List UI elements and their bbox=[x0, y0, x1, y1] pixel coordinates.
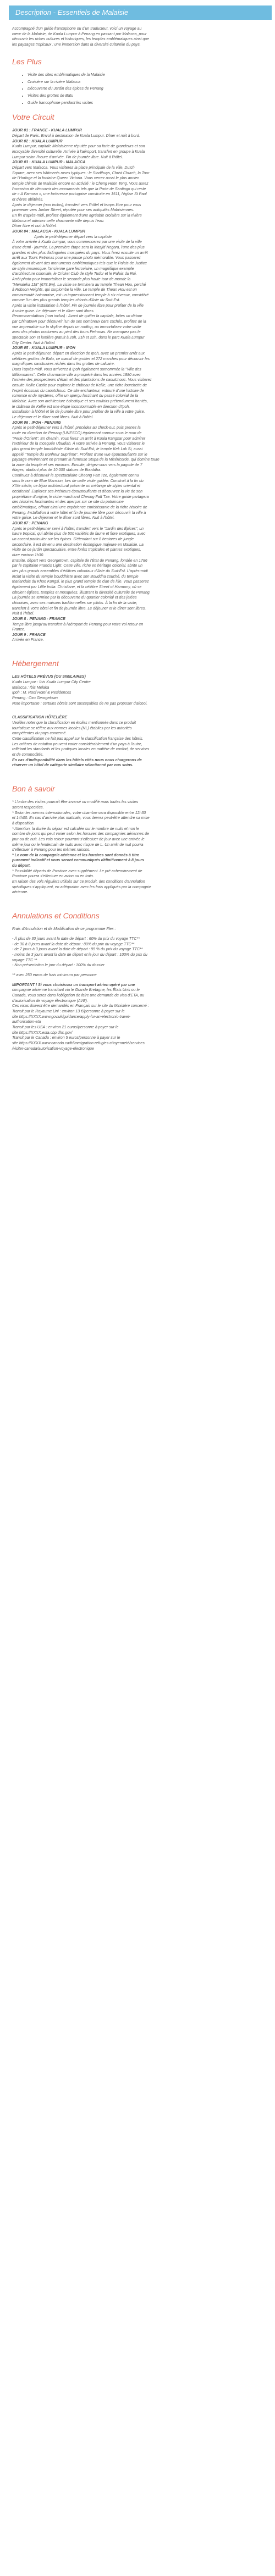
day-line: à Robson Heights, qui surplombe la ville. Le temple de Thean Hou est un bbox=[12, 288, 137, 292]
bon-line: * L'ordre des visites pourrait être inversé ou modifié mais toutes les visites bbox=[12, 800, 139, 805]
day-title: JOUR 03 : KUALA LUMPUR - MALACCA bbox=[12, 160, 86, 165]
classification-bold-line: réserver un hôtel de catégorie similaire sélectionné par nos soins. bbox=[12, 763, 134, 768]
day-line: Penang. Installation à votre hôtel et fin de journée libre pour découvrir la ville à bbox=[12, 511, 146, 515]
day-line: Départ de Paris. Envol à destination de Kuala Lumpur. Dîner et nuit à bord. bbox=[12, 134, 140, 139]
day-line: Temps libre jusqu'au transfert à l'aéroport de Penang pour votre vol retour en bbox=[12, 622, 144, 627]
annulation-line: - moins de 3 jours avant la date de départ et le jour du départ : 100% du prix du bbox=[12, 953, 147, 957]
bon-line: même jour ou le lendemain de nuits avec risque de L. Un arrêt de nuit pourra bbox=[12, 843, 144, 847]
day-line: célèbres grottes de Batu, ce massif de grottes et 272 marches pour découvrir les bbox=[12, 357, 150, 361]
page bbox=[0, 0, 275, 1062]
day-line: plus grand temple bouddhiste d'Asie du Sud-Est, le temple Kek Lok Si, aussi bbox=[12, 447, 143, 451]
bon-line: s'effectuer à Penang pour les mêmes raisons. bbox=[12, 848, 91, 852]
classification-line: Veuillez noter que la classification en étoiles mentionnée dans ce produit bbox=[12, 721, 136, 725]
annulation-line: site https://XXXX.esta.cbp.dhs.gov/ bbox=[12, 1031, 73, 1035]
annulation-line: - de 7 jours à 3 jours avant la date de départ : 95 % du prix du voyage TTC** bbox=[12, 948, 143, 952]
day-line: route en direction de Penang (UNESCO) également connue sous le nom de bbox=[12, 431, 142, 435]
plus-item: • Croisière sur la rivière Malacca bbox=[28, 80, 267, 85]
day-title: JOUR 02 : KUALA LUMPUR bbox=[12, 139, 63, 143]
day-line: magnifiques sanctuaires nichés dans les grottes de calcaire. bbox=[12, 362, 115, 367]
itinerary-day bbox=[12, 521, 267, 617]
annulation-line bbox=[12, 932, 267, 937]
annulation-line: Ces visas doivent être demandés en Français sur le site du Ministère concerné : bbox=[12, 1004, 149, 1009]
annulation-line: Transit par le Royaume Uni : environ 13 €/personne à payer sur le bbox=[12, 1009, 125, 1013]
bon-line: nombre de jours qui peut varier selon les horaires des compagnies aériennes de bbox=[12, 832, 150, 836]
day-line: Le déjeuner et le dîner sont libres. Nuit à l'hôtel. bbox=[12, 415, 94, 419]
day-line: Installation à l'hôtel et fin de journée libre pour profiter de la ville à votre guise. bbox=[12, 410, 145, 414]
day-line: Après le petit-déjeuner, départ en direction de Ipoh, avec un premier arrêt aux bbox=[12, 352, 145, 356]
day-line: Départ vers Malacca. Vous visiterez la place principale de la ville, Dutch bbox=[12, 166, 135, 170]
circuit-heading: Votre Circuit bbox=[12, 113, 54, 122]
classification-line: Les critères de notation peuvent varier considérablement d'un pays à l'autre, bbox=[12, 742, 142, 746]
annulation-line: Transit par les USA : environ 21 euros/personne à payer sur le bbox=[12, 1025, 119, 1029]
day-line: l'esprit écossais du caoutchouc. Ce site enchanteur, entouré d'une histoire de bbox=[12, 389, 144, 393]
bon-line: jour ou de nuit. Les vols retour pourront s'effectuer de jour avec une arrivée le bbox=[12, 837, 145, 841]
itinerary-day bbox=[12, 617, 267, 633]
day-line: le château de Kellie est une étape incontournable en direction d'Ipoh. bbox=[12, 405, 130, 409]
bon-line: et 14h00. En cas d'arrivée plus matinale, vous devrez peut-être attendre sa mise bbox=[12, 816, 150, 821]
day-line: par Chinatown pour découvrir l'un de ses nombreux bars cachés, profitez de la bbox=[12, 320, 146, 324]
day-line: temple chinois de Malaisie encore en activité : le Cheng Hoon Teng. Vous aurez bbox=[12, 182, 148, 186]
classification-bold-line: En cas d'indisponibilité dans les hôtels cités nous nous chargerons de bbox=[12, 758, 142, 762]
day-line: La journée se termine par la découverte du quartier colonial et des jetées bbox=[12, 596, 137, 600]
annulation-line: site https://XXXX.www.gov.uk/guidance/apply-for-an-electronic-travel- bbox=[12, 1015, 130, 1019]
day-line: l'extérieur de la mosquée Ubudiah. À votre arrivée à Penang, vous visiterez le bbox=[12, 442, 145, 446]
day-line: Nuit à l'hôtel. bbox=[12, 612, 35, 616]
day-description bbox=[12, 527, 267, 617]
day-line: à votre guise. Le déjeuner et le dîner sont libres. bbox=[12, 309, 95, 313]
day-line: Square, avec ses bâtiments roses typiques : le Stadthuys, Christ Church, la Tour bbox=[12, 171, 150, 175]
plus-item: • Visite des sites emblématiques de la Malaisie bbox=[28, 73, 267, 78]
day-description bbox=[12, 351, 267, 420]
day-line: emblématique, offrant ainsi une expérience enrichissante de la riche histoire de bbox=[12, 506, 147, 510]
annulation-line: Canada, vous serez dans l'obligation de faire une demande de visa d'ETA, ou bbox=[12, 993, 145, 998]
day-line: comme l'un des plus grands temples chinois d'Asie du Sud-Est. bbox=[12, 298, 120, 303]
day-line: d'une demi - journée. La première étape sera la Masjid Negara, l'une des plus bbox=[12, 245, 145, 250]
hotel-line: Malacca : Ibis Melaka bbox=[12, 685, 50, 690]
day-line: également devant des monuments emblématiques tels que le Palais de Justice bbox=[12, 261, 147, 265]
bon-line: seront respectées. bbox=[12, 805, 44, 810]
annulation-line: - Non présentation le jour du départ : 100% du dossier bbox=[12, 963, 105, 968]
day-line: côtoient églises, temples et mosquées, illustrant la diversité culturelle de Penang. bbox=[12, 590, 151, 595]
annulation-line bbox=[12, 968, 267, 973]
day-line: Malaisie. Avec son architecture éclectique et ses couloirs prétendument hantés, bbox=[12, 399, 148, 403]
intro-line: les paysages tropicaux : une immersion dans la diversité culturelle du pays. bbox=[12, 42, 141, 47]
day-line: par le capitaine Francis Light. Cette ville, riche en héritage colonial, abrite un bbox=[12, 564, 142, 568]
plus-item: • Guide francophone pendant les visites bbox=[28, 101, 267, 106]
intro-line: découvrir les riches cultures et historiques, les temples emblématiques ainsi que bbox=[12, 37, 150, 42]
day-title: JOUR 8 : PENANG - FRANCE bbox=[12, 617, 65, 621]
day-line: Ensuite, départ vers Georgetown, capitale de l'État de Penang, fondée en 1786 bbox=[12, 558, 147, 563]
classification-line: compétentes du pays concerné. bbox=[12, 732, 67, 736]
day-line: propriétaire d'origine, le riche marchand Cheong Fatt Tze. Votre guide partagera bbox=[12, 495, 149, 499]
classification-title: CLASSIFICATION HÔTELIÈRE bbox=[12, 716, 68, 720]
day-line: "Menaleka 118" (678.9m). La visite se terminera au temple Thean Hou, perché bbox=[12, 282, 146, 287]
day-line: transfert à votre hôtel et fin de journée libre. Le déjeuner et le dîner sont libres. bbox=[12, 606, 146, 611]
day-line: grandes et des plus distinguées mosquées du pays. Vous ferez ensuite un arrêt bbox=[12, 251, 148, 255]
annulation-line: ** avec 250 euros de frais minimum par personne bbox=[12, 973, 97, 977]
day-line: Arrivée en France. bbox=[12, 638, 44, 642]
day-line: France. bbox=[12, 628, 25, 632]
day-line: Après la visite installation à l'hôtel. Fin de journée libre pour profiter de la ville bbox=[12, 304, 144, 308]
bon-line: * Selon les normes internationales, votre chambre sera disponible entre 12h30 bbox=[12, 811, 146, 815]
itinerary-day bbox=[12, 346, 267, 420]
bon-line: spécifiques s'appliquent, en adéquation avec les frais appliqués par la compagnie bbox=[12, 885, 151, 889]
bon-line: En raison des vols réguliers utilisés sur ce produit, des conditions d'annulation bbox=[12, 880, 145, 884]
classification-line: reflétant les standards et les pratiques locales en matière de confort, de services bbox=[12, 747, 150, 752]
annulation-line: voyage TTC ** bbox=[12, 958, 37, 962]
hebergement-heading: Hébergement bbox=[12, 659, 59, 668]
bon-line: à disposition. bbox=[12, 821, 35, 826]
day-line: communauté hainanaise, est un impressionnant temple à six niveaux, considéré bbox=[12, 293, 149, 297]
day-line: chinoises, avec ses maisons traditionnelles sur pilotis. À la fin de la visite, bbox=[12, 601, 138, 605]
day-line: Lumpur selon l'heure d'arrivée. Fin de journée libre. Nuit à l'hôtel. bbox=[12, 155, 123, 159]
day-line: Kuala Lumpur, capitale Malaisienne réputée pour sa forte de grandeurs et son bbox=[12, 145, 145, 149]
classification-line: et de commodités. bbox=[12, 752, 44, 757]
day-line: "Perle d'Orient". En chemin, vous ferez un arrêt à Kuala Kangsar pour admirer bbox=[12, 436, 146, 441]
itinerary-day bbox=[12, 128, 267, 139]
day-line: spectacle son et lumière gratuit à 20h, 21h et 22h, dans le parc Kuala Lumpur bbox=[12, 336, 145, 340]
day-line: l'occasion de découvrir des monuments tels que la Porte de Santiago qui reste bbox=[12, 187, 146, 191]
annulations-block bbox=[12, 927, 267, 1051]
bon-line: * Attention, la durée du séjour est calculée sur le nombre de nuits et non le bbox=[12, 827, 139, 831]
day-line: occidental. Explorez ses intérieurs époustouflants et découvrez la vie de son bbox=[12, 490, 142, 494]
day-line: votre guise. Le déjeuner et le dîner sont libres. Nuit à l'hôtel. bbox=[12, 516, 115, 520]
day-line: Recommandations (non inclus) : Avant de quitter la capitale, faites un détour bbox=[12, 314, 142, 319]
bon-bold-line: purement indicatif et vous seront communiqués définitivement à 8 jours bbox=[12, 858, 144, 863]
itinerary-day bbox=[12, 420, 267, 521]
hotels-title: LES HÔTELS PRÉVUS (OU SIMILAIRES) bbox=[12, 675, 86, 679]
annulation-line: compagnie aérienne transitant via le Grande Bretagne, les États Unis ou le bbox=[12, 988, 140, 993]
day-line: Après le déjeuner (non inclus), transfert vers l'hôtel et temps libre pour vous bbox=[12, 203, 141, 207]
day-line: City Center. Nuit à l'hôtel. bbox=[12, 341, 56, 345]
day-line: inclut la visite du temple bouddhiste avec son Bouddha couché, du temple bbox=[12, 574, 139, 579]
day-line: vue imprenable sur la skyline depuis un rooftop, ou immortalisez votre visite bbox=[12, 325, 141, 329]
day-line: la zone du temple et ses environs. Ensuite, dirigez-vous vers la pagode de 7 bbox=[12, 463, 142, 467]
day-line: Dans l'après-midi, vous arriverez à Ipoh également surnommée la "Ville des bbox=[12, 368, 141, 372]
plus-heading: Les Plus bbox=[12, 57, 42, 66]
day-line: avec des photos nocturnes au pied des tours Petronas. Ne manquez pas le bbox=[12, 330, 141, 335]
hotel-line: Ipoh : M. Roof Hotel & Residences bbox=[12, 691, 72, 695]
hotel-note: Note importante : certains hôtels sont susceptibles de ne pas proposer d'alcool. bbox=[12, 701, 148, 706]
day-line: de l'Horloge et la fontaine Queen Victoria. Vous verrez aussi le plus ancien bbox=[12, 176, 140, 181]
day-line: et d'ères oblitérés. bbox=[12, 198, 43, 202]
hotel-line: Penang : Ozo Georgetown bbox=[12, 696, 58, 701]
day-title: JOUR 04 : MALACCA - KUALA LUMPUR bbox=[12, 229, 85, 234]
day-line: paysage environnant en prenant la fameuse Stupa de la Miséricorde, qui domine toute bbox=[12, 458, 160, 462]
day-description bbox=[12, 235, 267, 346]
annulation-line: authorisation-eta bbox=[12, 1020, 41, 1024]
day-line: romance et de mystères, offre un aperçu fascinant du passé colonial de la bbox=[12, 394, 139, 398]
day-line: secondaire, il est devenu une destination écologique majeure en Malaisie. La bbox=[12, 542, 144, 547]
banner-title: Description - Essentiels de Malaisie bbox=[15, 8, 129, 16]
annulation-line: Frais d'Annulation et de Modification de ce programme Flex : bbox=[12, 927, 116, 932]
itinerary-day bbox=[12, 160, 267, 229]
day-title: JOUR 9 : FRANCE bbox=[12, 633, 46, 637]
bon-line: aérienne. bbox=[12, 890, 29, 895]
intro-line: cœur de la Malaisie, de Kuala Lumpur à Penang en passant par Malacca, pour bbox=[12, 32, 147, 36]
day-line: sous le nom de Blue Mansion, lors de cette visite guidée. Construit à la fin du bbox=[12, 479, 144, 483]
day-description bbox=[12, 165, 267, 229]
day-line: Après le petit-déjeuner servi à l'hôtel, transfert vers le "Jardin des Épices", un bbox=[12, 527, 144, 531]
day-title: JOUR 06 : IPOH - PENANG bbox=[12, 420, 61, 425]
annulation-line: d'autorisation de voyage électronique (AVE). bbox=[12, 999, 88, 1003]
annulation-line: - de 30 à 8 jours avant la date de départ : 80% du prix du voyage TTC** bbox=[12, 942, 135, 946]
bon-line: * Possibilité départs de Province avec supplément. Le pré acheminement de bbox=[12, 869, 142, 873]
day-line: Après le petit-déjeuner vers à l'hôtel, procédez au check-out, puis prenez la bbox=[12, 426, 141, 430]
classification-line: Cette classification ne fait pas appel sur le classification française des hôtels. bbox=[12, 737, 144, 741]
day-description bbox=[12, 638, 267, 643]
day-description bbox=[12, 425, 267, 521]
bon-bold-line: * Le nom de la compagnie aérienne et les horaires sont donnés à titre bbox=[12, 853, 140, 857]
day-line: En fin d'après-midi, profitez également d'une agréable croisière sur la rivière bbox=[12, 213, 142, 218]
annulation-line: - À plus de 30 jours avant la date de départ : 60% du prix du voyage TTC** bbox=[12, 937, 140, 941]
day-title: JOUR 01 : FRANCE - KUALA LUMPUR bbox=[12, 129, 82, 133]
day-line: appelé "Temple du Bonheur Suprême". Profitez d'une vue époustouflante sur le bbox=[12, 452, 147, 457]
day-line: ensuite Kellie Castle pour explorer le château de Kellie, une riche fourchette de bbox=[12, 383, 147, 387]
intro-paragraph bbox=[12, 26, 267, 48]
day-line: Arrêt photo pour immortaliser le seconde plus haute tour de monde la bbox=[12, 277, 131, 281]
annulation-line: IMPORTANT ! Si vous choisissez un transport aérien opéré par une bbox=[12, 983, 135, 987]
classification-line: touristique se réfère aux normes locales (NL) établies par les autorités bbox=[12, 726, 132, 730]
day-line: À votre arrivée à Kuala Lumpur, vous commencerez par une visite de la ville bbox=[12, 240, 142, 245]
itinerary-day bbox=[12, 139, 267, 160]
day-line: de style mauresque, l'ancienne gare ferroviaire, un magnifique exemple bbox=[12, 267, 134, 271]
day-line: également par Little India. Christiane, et la célèbre Street of Harmony, où se bbox=[12, 585, 142, 589]
bon-bold-line: du départ. bbox=[12, 864, 31, 868]
description-banner bbox=[9, 5, 272, 20]
day-line: havre tropical, qui abrite plus de 500 variétés de faune et flore exotiques, avec bbox=[12, 532, 146, 536]
intro-line: Accompagné d'un guide francophone ou d'un traducteur, voici un voyage au bbox=[12, 26, 142, 31]
day-description bbox=[12, 622, 267, 633]
day-line: Après le petit-déjeuner départ vers la capitale. bbox=[34, 235, 113, 239]
day-line: promener vers Jonker Street, réputée pour ses antiquités Malaisiennes. bbox=[12, 208, 134, 213]
annulation-line: site https://XXXX.www.canada.ca/fr/immigration-refugies-citoyenneté/services bbox=[12, 1041, 145, 1045]
day-description bbox=[12, 144, 267, 160]
day-line: d'architecture coloniale, le Cricket Club de style Tudor et le Palais du Roi. bbox=[12, 272, 137, 276]
bon-block bbox=[12, 800, 267, 895]
day-line: thaïlandais du Khoo Kongsi, le plus grand temple de clan de l'île. Vous passerez bbox=[12, 580, 149, 584]
bon-line: Province pourra s'effectuer en avion ou en train. bbox=[12, 874, 94, 879]
day-line: Dîner libre et nuit à l'hôtel. bbox=[12, 224, 57, 229]
bon-heading: Bon à savoir bbox=[12, 784, 55, 793]
annulation-line: /visiter-canada/autorisation-voyage-electronique bbox=[12, 1046, 94, 1051]
day-line: l'arrivée des prospecteurs d'étain et des plantations de caoutchouc. Vous visiterez bbox=[12, 378, 152, 383]
day-line: dure environ 1h30. bbox=[12, 553, 45, 557]
annulation-line: Transit par le Canada : environ 5 euros/personne à payer sur le bbox=[12, 1036, 120, 1040]
day-line: des histoires fascinantes et des aperçus sur ce site du patrimoine bbox=[12, 500, 124, 505]
itinerary-day bbox=[12, 633, 267, 643]
day-line: des plus grands ensembles d'édifices coloniaux d'Asie du Sud-Est. L'après-midi bbox=[12, 569, 148, 573]
day-line: étages, abritant plus de 10 000 statues de Bouddha. bbox=[12, 468, 102, 473]
day-line: visite de ce jardin spectaculaire, entre forêts tropicales et plantes exotiques, bbox=[12, 548, 141, 552]
day-line: arrêt aux Tours Petronas pour une pause photo mémorable. Vous passerez bbox=[12, 256, 141, 261]
itinerary-days bbox=[12, 128, 267, 643]
annulation-line bbox=[12, 978, 267, 983]
day-line: incroyable diversité culturelle. Arrivée à l'aéroport, transfert en groupe à Kuala bbox=[12, 150, 145, 154]
hotel-line: Kuala Lumpur : Ibis Kuala Lumpur City Centre bbox=[12, 680, 91, 685]
day-line: un accent particulier sur les épices. S'étendant sur 8 hectares de jungle bbox=[12, 538, 134, 541]
day-title: JOUR 07 : PENANG bbox=[12, 522, 48, 526]
day-line: XIXe siècle, ce bijou architectural présente un mélange de styles oriental et bbox=[12, 484, 141, 489]
plus-item: • Découverte du Jardin des épices de Penang bbox=[28, 86, 267, 92]
day-line: de « A Famosa », une forteresse portugaise construite en 1511, l'église St Paul bbox=[12, 192, 147, 197]
plus-item: • Visites des grottes de Batu bbox=[28, 93, 267, 99]
day-title: JOUR 05 : KUALA LUMPUR - IPOH bbox=[12, 346, 75, 351]
hotels-block bbox=[12, 674, 267, 768]
day-line: Millionnaires". Cette charmante ville a prospéré dans les années 1880 avec bbox=[12, 373, 141, 377]
plus-list bbox=[12, 73, 267, 106]
day-line: Malacca et admirez cette charmante ville depuis l'eau. bbox=[12, 219, 105, 223]
day-description bbox=[12, 134, 267, 139]
itinerary-day bbox=[12, 229, 267, 346]
day-line: Continuez à découvrir le spectaculaire Cheong Fatt Tze, également connu bbox=[12, 474, 139, 478]
annulations-heading: Annulations et Conditions bbox=[12, 911, 100, 921]
